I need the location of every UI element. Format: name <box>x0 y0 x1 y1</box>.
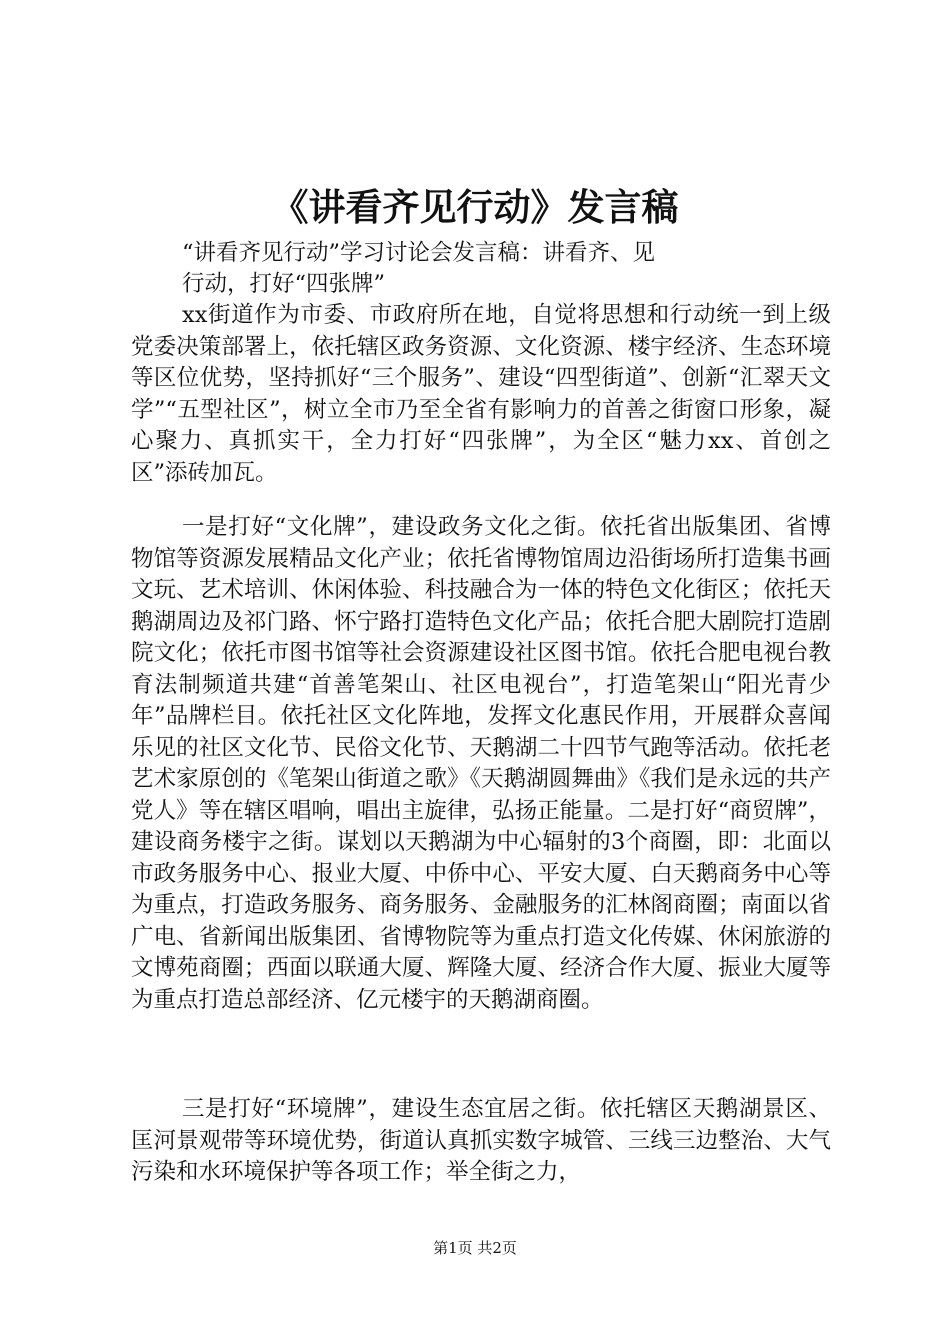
subtitle-line-2: 行动，打好“四张牌” <box>182 271 386 297</box>
document-title: 《讲看齐见行动》发言稿 <box>271 185 679 229</box>
page-footer: 第1页 共2页 <box>433 1239 517 1257</box>
document-subtitle <box>182 238 782 300</box>
subtitle-line-1: “讲看齐见行动”学习讨论会发言稿：讲看齐、见 <box>182 240 656 266</box>
paragraph-culture-commerce: 一是打好“文化牌”，建设政务文化之街。依托省出版集团、省博物馆等资源发展精品文化产业；依托省博物馆周边沿街场所打造集书画文玩、艺术培训、休闲体验、科技融合为一体的特色文化街区；依托天鹅湖周边及祁门路、怀宁路打造特色文化产品；依托合肥大剧院打造剧院文化；依托市图书馆等社会资源建设社区图书馆。依托合肥电视台教育法制频道共建“首善笔架山、社区电视台”，打造笔架山“阳光青少年”品牌栏目。依托社区文化阵地，发挥文化惠民作用，开展群众喜闻乐见的社区文化节、民俗文化节、天鹅湖二十四节气跑等活动。依托老艺术家原创的《笔架山街道之歌》《天鹅湖圆舞曲》《我们是永远的共产党人》等在辖区唱响，唱出主旋律，弘扬正能量。二是打好“商贸牌”，建设商务楼宇之街。谋划以天鹅湖为中心辐射的3个商圈，即：北面以市政务服务中心、报业大厦、中侨中心、平安大厦、白天鹅商务中心等为重点，打造政务服务、商务服务、金融服务的汇林阁商圈；南面以省广电、省新闻出版集团、省博物院等为重点打造文化传媒、休闲旅游的文博苑商圈；西面以联通大厦、辉隆大厦、经济合作大厦、振业大厦等为重点打造总部经济、亿元楼宇的天鹅湖商圈。 <box>131 514 831 1013</box>
paragraph-intro: xx街道作为市委、市政府所在地，自觉将思想和行动统一到上级党委决策部署上，依托辖区政务资源、文化资源、楼宇经济、生态环境等区位优势，坚持抓好“三个服务”、建设“四型街道”、创新“汇翠天文学”“五型社区”，树立全市乃至全省有影响力的首善之街窗口形象，凝心聚力、真抓实干，全力打好“四张牌”，为全区“魅力xx、首创之区”添砖加瓦。 <box>131 302 831 486</box>
paragraph-environment: 三是打好“环境牌”，建设生态宜居之街。依托辖区天鹅湖景区、匡河景观带等环境优势，街道认真抓实数字城管、三线三边整治、大气污染和水环境保护等各项工作；举全街之力， <box>131 1096 831 1185</box>
